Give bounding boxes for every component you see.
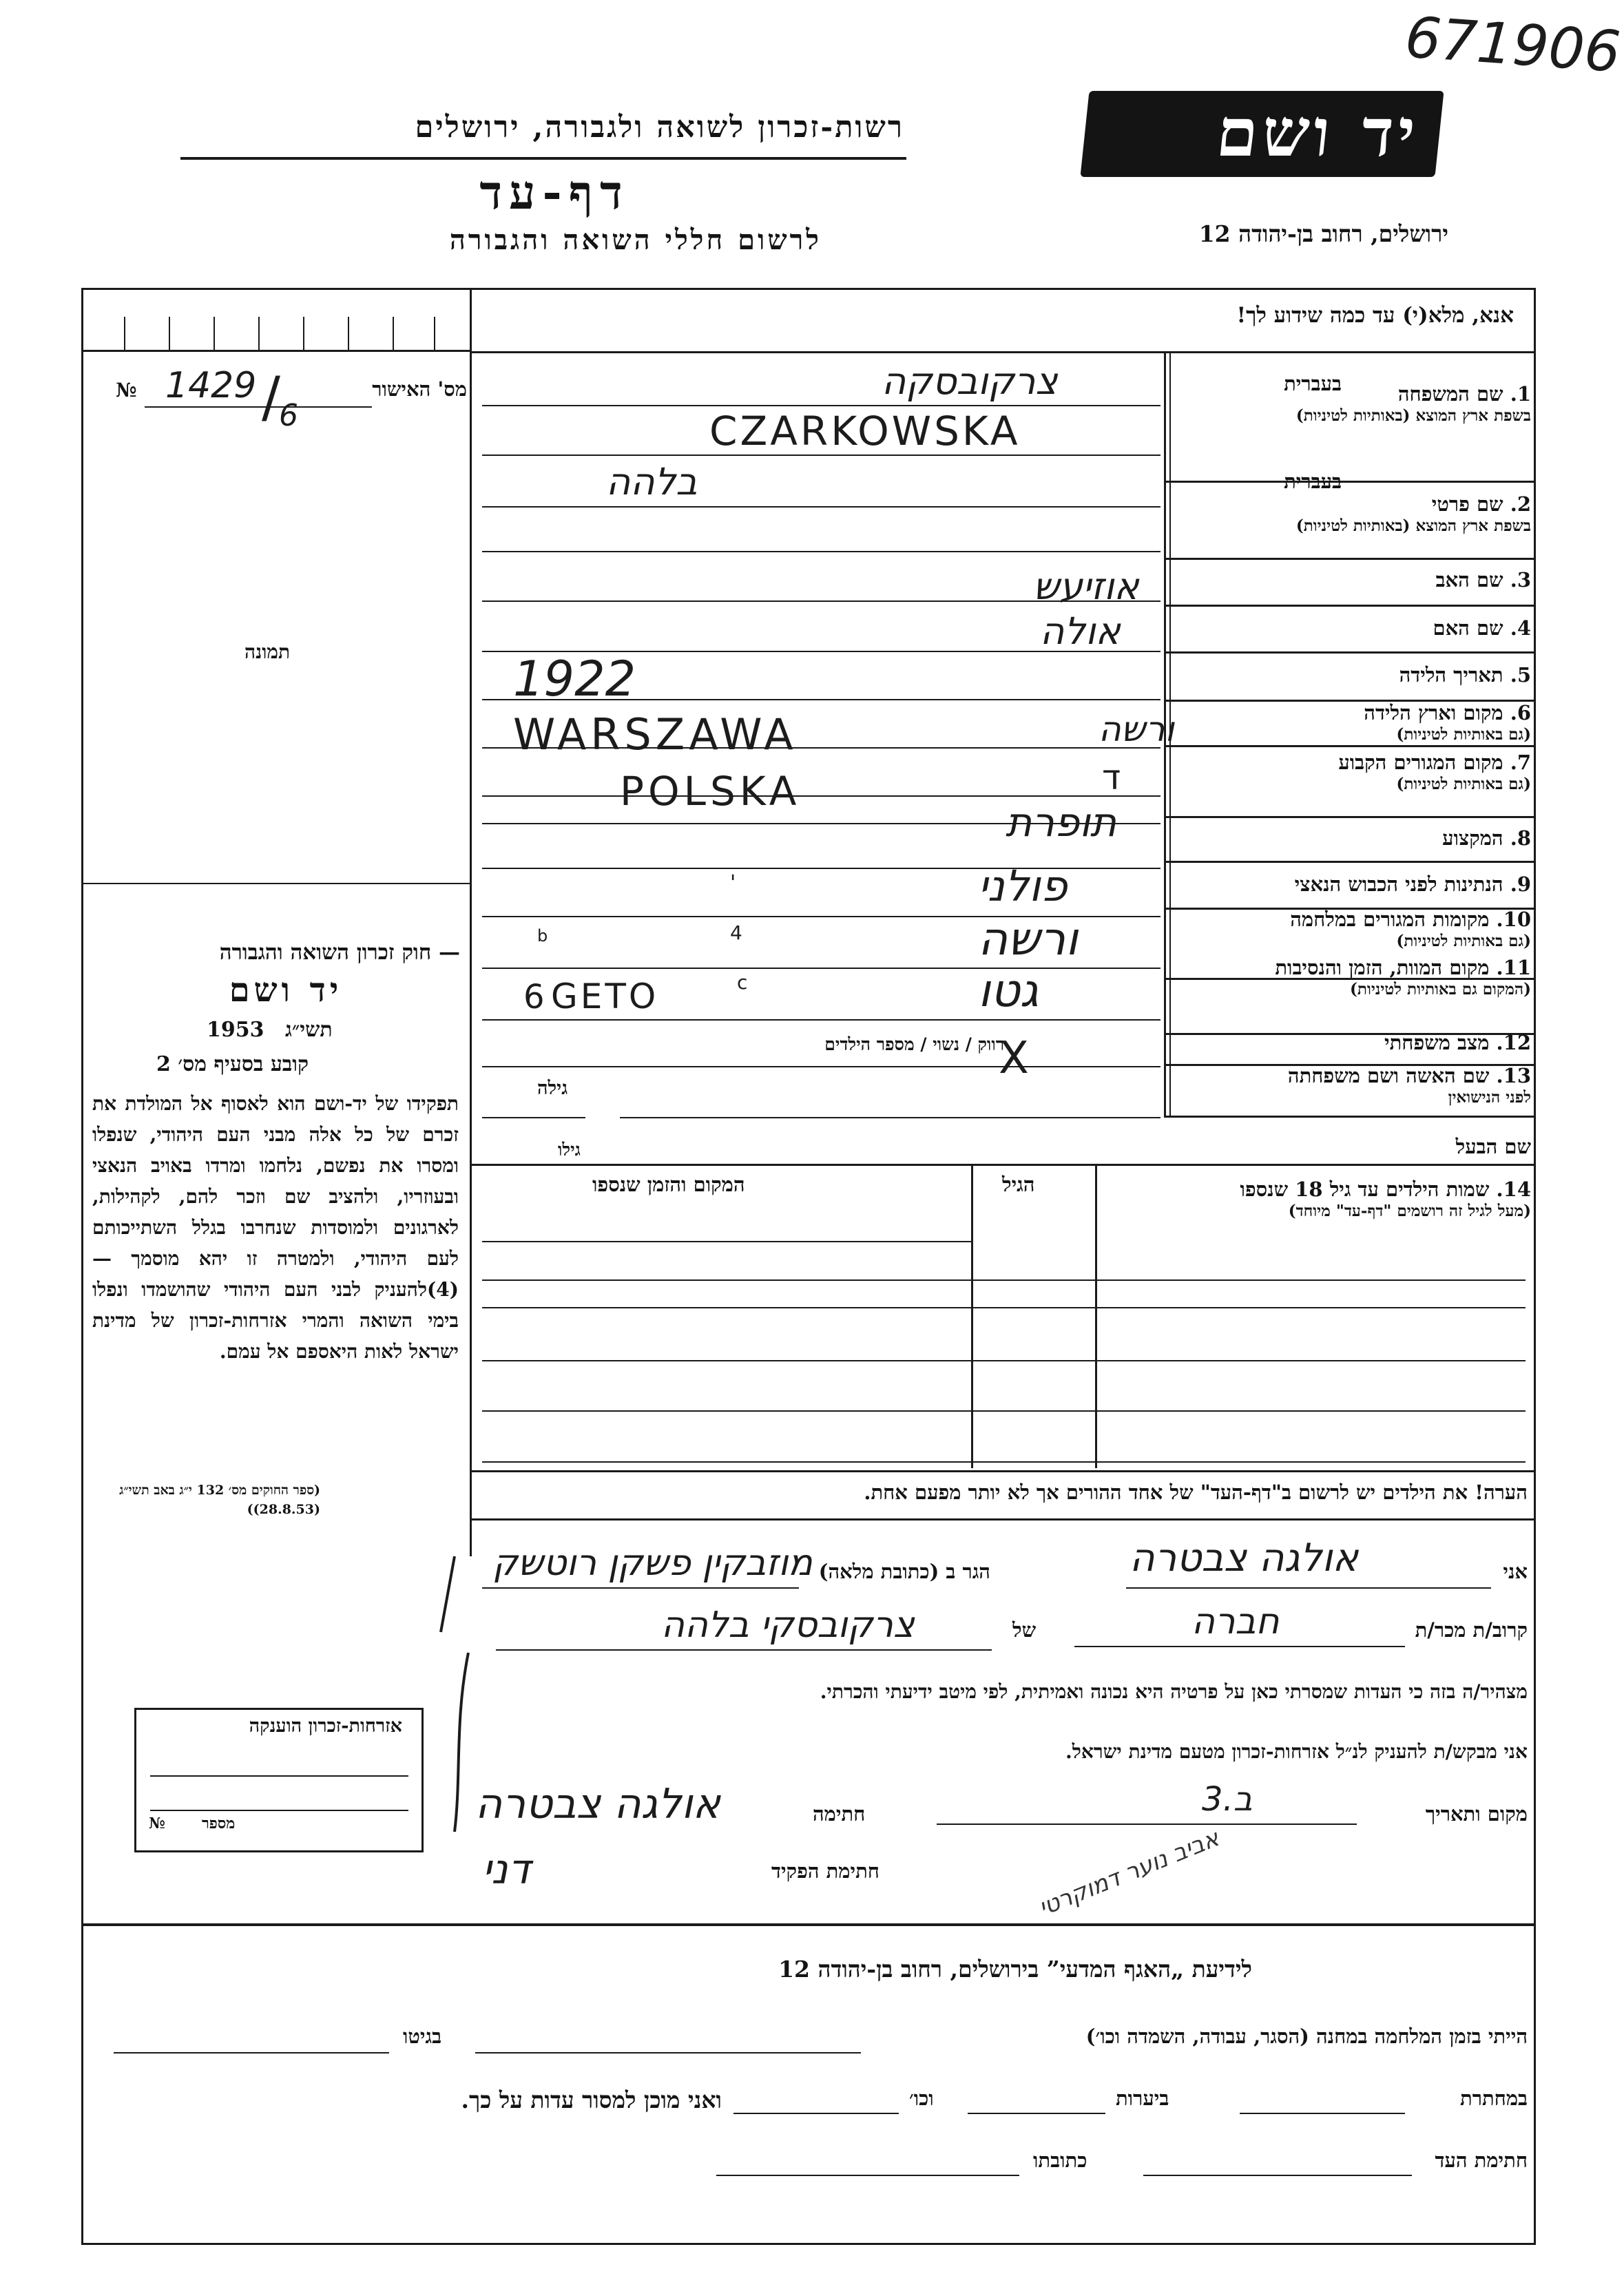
footer-ready-text: ואני מוכן למסור עדות על כך. [461,2087,722,2113]
field-5-num: 5. [1510,663,1531,687]
children-col-place: המקום והזמן שנספו [592,1173,745,1196]
logo-address: ירושלים, רחוב בן-יהודה 12 [1198,220,1448,247]
field-6-sub: (גם באותיות לטיניות) [1396,725,1531,744]
field-13-sub: לפני הנישואין [1448,1088,1531,1107]
clerk-signature-label: חתימת הפקיד [771,1859,879,1883]
certificate-box-no: № [149,1815,165,1832]
declarant-i-label: אני [1503,1560,1528,1583]
field-2-label: שם פרטי [1431,492,1503,516]
residence-latin-value[interactable]: POLSKA [620,768,801,815]
field-13-num: 13. [1496,1064,1531,1087]
place-date-value[interactable]: 3.ב [1202,1780,1253,1819]
footer-address-label: כתובתו [1033,2149,1087,2172]
relation-value[interactable]: חברה [1191,1601,1280,1642]
war-residence-value[interactable]: ורשה [978,912,1079,965]
law-year [207,1018,333,1042]
death-place-latin-value[interactable]: GETO [551,976,659,1016]
field-1-num: 1. [1510,382,1531,406]
law-source: (ספר החוקים מס׳ 132 י״ג באב תשי״ג (28.8.53)) [119,1483,320,1517]
law-body: תפקידו של יד-ושם הוא לאסוף אל המולדת את זכרם של כל אלה מבני העם היהודי, שנפלו ומסרו את נפשם, נלחמו ומרדו באויב הנאצי ובעוזריו, ולהציב שם וזכר להם, לקהילות, לארגונים ולמוסדות שנחרבו בגלל השתייכותם לעם היהודי, ולמטרה זו יהא מוסמך — (4)להעניק לבני העם היהודי שהושמדו ונפלו בימי השואה והמרי אזרחות-זכרון של מדינת ישראל לאות היאספם אל עמם. [92,1092,459,1363]
yad-vashem-logo [1080,91,1444,177]
field-11-num: 11. [1496,956,1531,979]
field-2 [1296,492,1531,535]
husband-age-label: גילו [558,1140,581,1160]
footer-heading: לידיעת „האגף המדעי” בירושלים, רחוב בן-יהודה 12 [778,1956,1252,1983]
relation-label: קרוב/ת מכר/ת [1415,1618,1528,1642]
children-col-age: הגיל [1002,1173,1035,1196]
surname-latin-value[interactable]: CZARKOWSKA [709,408,1021,454]
declaration-statement: מצהיר/ה בזה כי העדות שמסרתי כאן על פרטיה היא נכונה ואמיתית, לפי מיטב ידיעתי והכרתי. [820,1680,1528,1703]
field-12-num: 12. [1496,1031,1531,1054]
death-place-mark: c [737,971,748,994]
field-4-num: 4. [1510,616,1531,640]
field-8 [1442,826,1531,850]
clerk-signature[interactable]: דני [482,1846,531,1894]
approval-label: מס' האישור [372,377,467,401]
field-11 [1275,956,1531,999]
pre-war-status-value[interactable]: פולני [978,861,1068,911]
father-name-value[interactable]: אוזיעש [1033,565,1139,608]
law-year-hebrew: תשי״ג [284,1018,333,1042]
mother-name-value[interactable]: אולה [1040,609,1121,653]
certificate-box-number-label: מספר [202,1815,236,1832]
field-7-label: מקום המגורים הקבוע [1338,751,1503,774]
approval-no-sign: № [116,379,137,401]
field-10-sub: (גם באותיות לטיניות) [1396,932,1531,950]
field-11-sub: (המקום גם באותיות לטיניות) [1350,980,1531,999]
field-10 [1290,908,1531,950]
given-name-hebrew-value[interactable]: בלהה [606,460,698,503]
law-clause: קובע בסעיף מס׳ 2 [156,1052,309,1076]
children-label: שמות הילדים עד גיל 18 שנספו [1240,1178,1490,1201]
spouse-age-label: גילה [537,1078,568,1099]
citizenship-request: אני מבקש/ת להעניק לנ״ל אזרחות-זכרון מטעם מדינת ישראל. [1065,1740,1528,1763]
certificate-box [134,1708,424,1852]
birth-place-hebrew-value[interactable]: ורשה [1099,709,1174,749]
logo-text: יד ושם [1213,94,1424,171]
husband-label: שם הבעל [1455,1135,1531,1158]
declarant-address[interactable]: מוזבקין פשקן רוטשק [492,1543,813,1584]
field-4-label: שם האם [1433,616,1503,640]
field-13 [1288,1064,1531,1107]
place-date-label: מקום ותאריך [1425,1802,1528,1826]
approval-slash: / [262,365,280,429]
family-status-options: רווק / נשוי / מספר הילדים [824,1034,1004,1054]
note-line: הערה! את הילדים יש לרשום ב"דף-העד" של אחד ההורים אך לא יותר מפעם אחת. [864,1481,1528,1504]
request-line: אנא, מלא(י) עד כמה שידוע לך! [1236,303,1514,328]
signature-label: חתימה [813,1802,866,1826]
field-2-sub: בשפת ארץ המוצא (באותיות לטיניות) [1295,516,1531,535]
declarant-name[interactable]: אולגה צבטרה [1129,1536,1359,1580]
children-num: 14. [1496,1178,1531,1201]
birth-place-latin-value[interactable]: WARSZAWA [513,709,798,760]
field-8-label: המקצוע [1442,826,1503,850]
field-10-num: 10. [1496,908,1531,931]
field-3-num: 3. [1510,568,1531,592]
pen-stroke-mark [413,1549,510,1839]
field-10-label: מקומות המגורים במלחמה [1290,908,1490,931]
footer-forests-label: ביערות [1116,2087,1169,2110]
field-5-label: תאריך הלידה [1399,663,1503,687]
field-8-num: 8. [1510,826,1531,850]
footer-underground-label: במחתרת [1460,2087,1528,2110]
field-1-hebrew-tag: בעברית [1284,372,1342,395]
field-2-num: 2. [1510,492,1531,516]
field-1-sub: בשפת ארץ המוצא (באותיות לטיניות) [1295,406,1531,425]
children-sub: (מעל לגיל זה רושמים "דף-עד" מיוחד) [1288,1202,1531,1220]
field-5 [1399,663,1531,687]
field-7-sub: (גם באותיות לטיניות) [1396,775,1531,793]
field-6-label: מקום וארץ הלידה [1364,701,1503,724]
relation-of-name[interactable]: צרקובסקי בלהה [661,1605,915,1646]
field-12 [1384,1031,1531,1055]
relation-of-label: של [1012,1618,1037,1642]
declarant-residing-label: הגר ב (כתובת מלאה) [818,1560,990,1583]
field-7 [1338,751,1531,793]
footer-ghetto-label: בגיטו [403,2025,442,2048]
death-place-hebrew-value[interactable]: גטו [978,964,1039,1017]
field-9-label: הנתינות לפני הכבוש הנאצי [1294,872,1503,896]
law-heading: — חוק זכרון השואה והגבורה [219,940,460,965]
residence-hebrew-value[interactable]: ד [1102,757,1121,797]
family-status-mark[interactable]: X [999,1033,1029,1084]
photo-label: תמונה [244,640,291,663]
certificate-box-title: אזרחות-זכרון הוענקה [249,1715,402,1737]
form-subtitle: לרשום חללי השואה והגבורה [449,224,822,256]
field-12-label: מצב משפחתי [1384,1031,1490,1054]
law-year-number: 1953 [207,1018,264,1042]
approval-mark: 6 [279,398,298,433]
birth-date-value[interactable]: 1922 [513,651,636,707]
law-name: יד ושם [229,971,343,1010]
footer-etc-label: וכו׳ [909,2087,934,2110]
authority-line: רשות-זכרון לשואה ולגבורה, ירושלים [415,110,904,145]
death-place-prefix: 6 [523,978,545,1016]
children-heading [1240,1178,1531,1220]
field-6-num: 6. [1510,701,1531,724]
footer-witness-signature-label: חתימת העד [1435,2149,1528,2172]
field-4 [1433,616,1531,640]
field-9 [1295,872,1531,897]
field-11-label: מקום המוות, הזמן והנסיבות [1275,956,1490,979]
form-title: דף-עד [479,165,629,220]
field-13-label: שם האשה ושם משפחתה [1287,1064,1490,1087]
pre-war-status-mark: ' [730,871,736,895]
field-3-label: שם האב [1435,568,1503,592]
footer-camp-text: הייתי בזמן המלחמה במחנה (הסגר, עבודה, השמדה וכו׳) [1085,2025,1528,2048]
field-1-label: שם המשפחה [1397,382,1503,406]
declarant-signature[interactable]: אולגה צבטרה [475,1780,720,1828]
war-residence-mark-b: 4 [730,921,742,944]
field-2-hebrew-tag: בעברית [1284,470,1342,493]
archive-number: 671906 [1403,5,1623,85]
profession-value[interactable]: תופרת [1006,799,1117,846]
field-6 [1364,701,1531,744]
field-3 [1436,568,1531,592]
war-residence-mark-a: b [537,926,548,945]
field-7-num: 7. [1510,751,1531,774]
approval-number[interactable]: 1429 [165,365,257,406]
field-9-num: 9. [1510,872,1531,896]
surname-hebrew-value[interactable]: צרקובסקה [882,359,1058,403]
stamp-text: אביב נוער דמוקרטי [1034,1824,1223,1922]
